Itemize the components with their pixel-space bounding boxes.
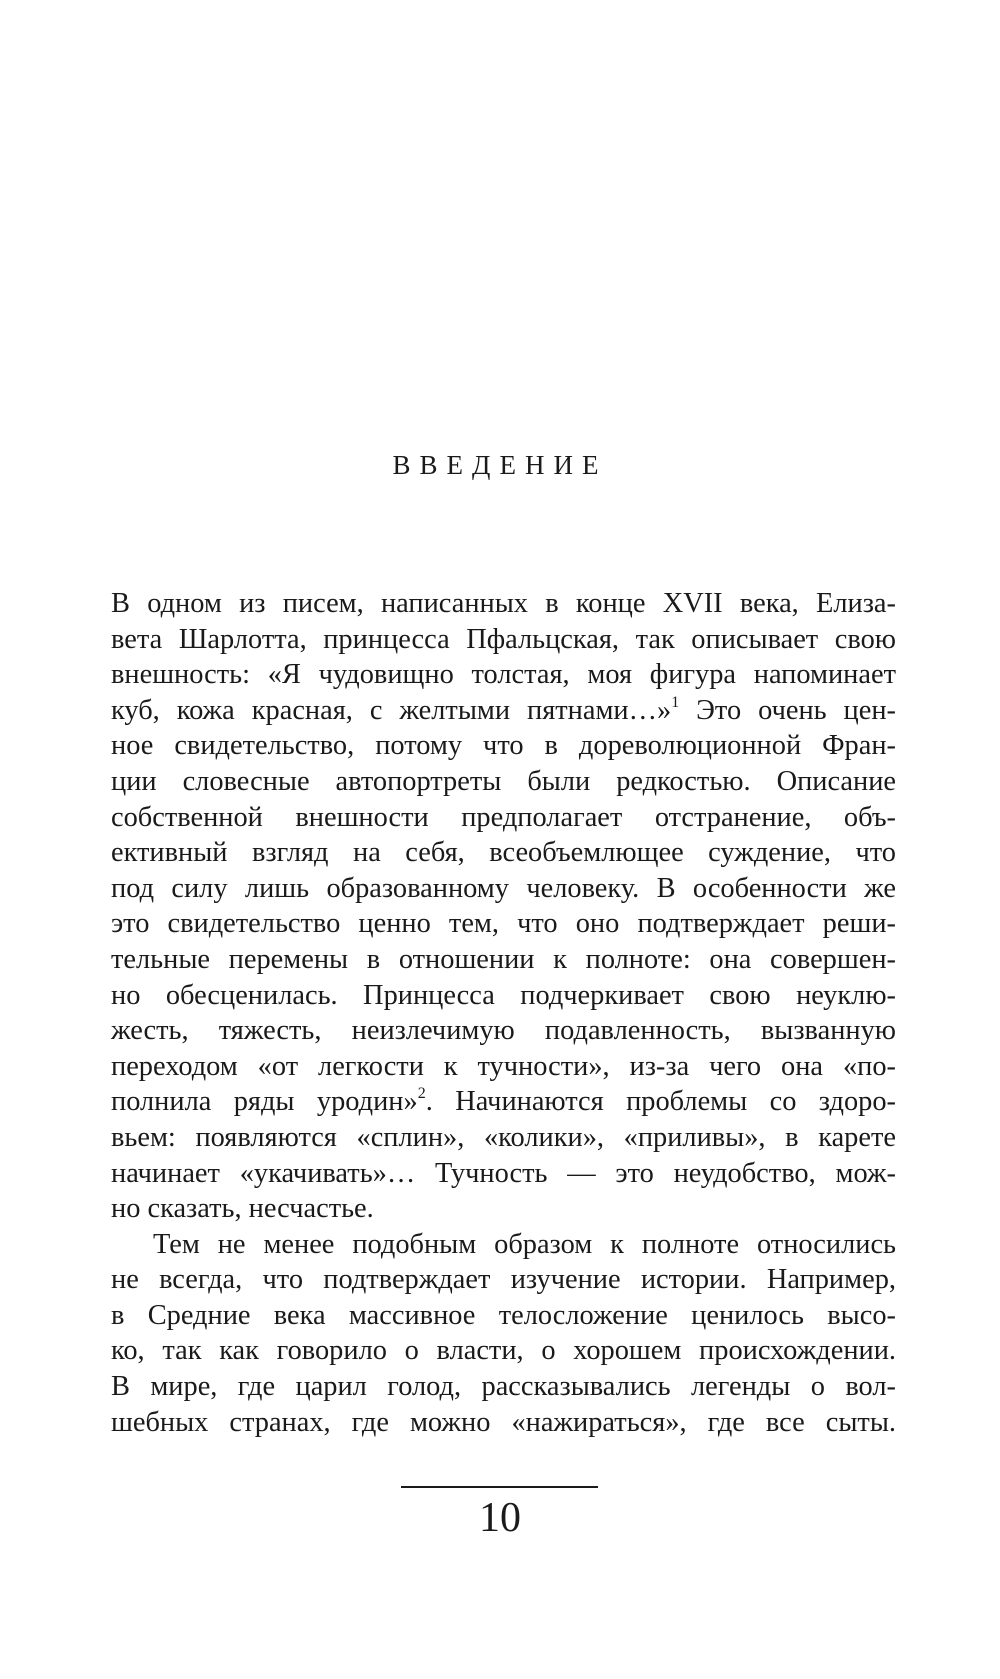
text-line: начинает «укачивать»… Тучность — это неудобство, мож- (111, 1157, 896, 1189)
text-line: внешность: «Я чудовищно толстая, моя фигура напоминает (111, 659, 896, 691)
text-line: жесть, тяжесть, неизлечимую подавленность, вызванную (111, 1015, 896, 1047)
text-line: вета Шарлотта, принцесса Пфальцская, так описывает свою (111, 623, 896, 655)
text-fragment: куб, кожа красная, с желтыми пятнами…» (111, 694, 672, 726)
chapter-title: ВВЕДЕНИЕ (392, 450, 608, 480)
text-line-with-footnote (111, 1084, 896, 1120)
text-line: ции словесные автопортреты были редкостью. Описание (111, 765, 896, 797)
text-line: под силу лишь образованному человеку. В особенности же (111, 872, 896, 904)
footnote-ref: 2 (417, 1085, 426, 1103)
text-fragment: Это очень цен- (679, 694, 896, 726)
page-number: 10 (479, 1495, 521, 1541)
text-line: переходом «от легкости к тучности», из-за чего она «по- (111, 1050, 896, 1082)
text-line: Тем не менее подобным образом к полноте относились (153, 1228, 896, 1260)
text-line-with-footnote (111, 693, 896, 729)
page-number-rule (401, 1486, 598, 1488)
text-line: в Средние века массивное телосложение ценилось высо- (111, 1299, 896, 1331)
text-fragment: . Начинаются проблемы со здоро- (425, 1086, 896, 1118)
text-line: это свидетельство ценно тем, что оно подтверждает реши- (111, 908, 896, 940)
text-line: но сказать, несчастье. (111, 1193, 374, 1225)
text-line: но обесценилась. Принцесса подчеркивает свою неуклю- (111, 979, 896, 1011)
text-line: вьем: появляются «сплин», «колики», «приливы», в карете (111, 1121, 896, 1153)
text-line: тельные перемены в отношении к полноте: она совершен- (111, 943, 896, 975)
text-line: В одном из писем, написанных в конце XVII века, Елиза- (111, 588, 896, 619)
text-line: ективный взгляд на себя, всеобъемлющее суждение, что (111, 837, 896, 869)
paragraph-1 (111, 586, 896, 1227)
text-line: ное свидетельство, потому что в дореволюционной Фран- (111, 730, 896, 762)
body-text (111, 586, 896, 1440)
text-line: В мире, где царил голод, рассказывались легенды о вол- (111, 1371, 896, 1403)
paragraph-2 (111, 1227, 896, 1441)
text-line: не всегда, что подтверждает изучение истории. Например, (111, 1264, 896, 1296)
text-line: шебных странах, где можно «нажираться», где все сыты. (111, 1406, 896, 1438)
text-line: ко, так как говорило о власти, о хорошем происхождении. (111, 1335, 896, 1367)
text-fragment: полнила ряды уродин» (111, 1086, 418, 1118)
footnote-ref: 1 (671, 693, 680, 711)
text-line: собственной внешности предполагает отстранение, объ- (111, 801, 896, 833)
